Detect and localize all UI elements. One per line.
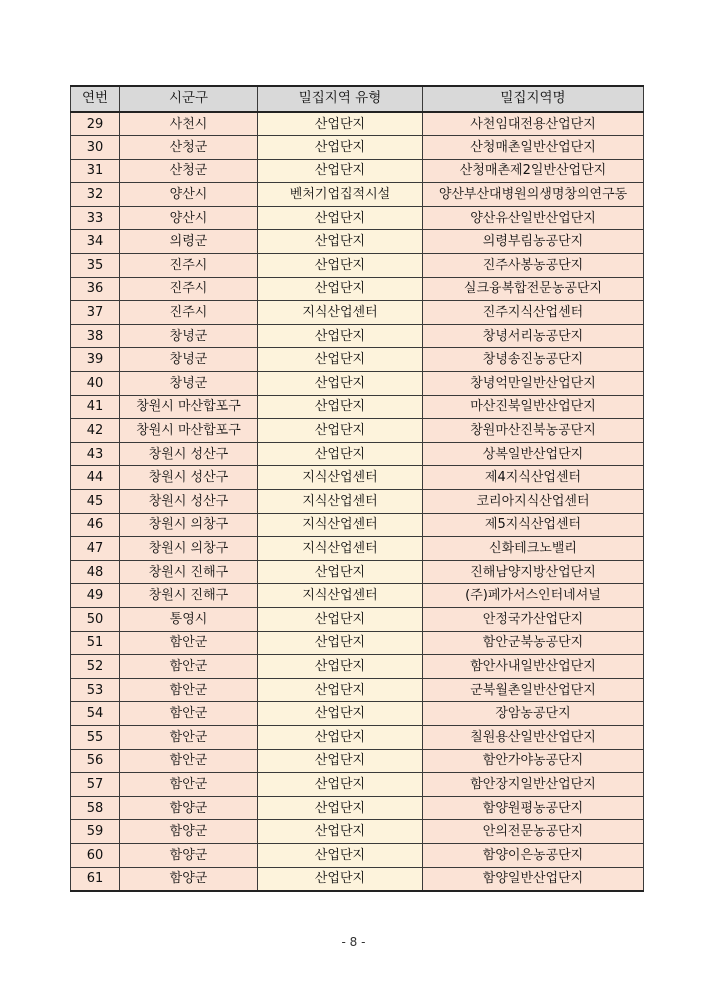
cell-no: 50 [71, 607, 120, 631]
cell-type: 산업단지 [258, 725, 423, 749]
table-row [71, 843, 644, 867]
cell-no: 51 [71, 631, 120, 655]
table-row [71, 230, 644, 254]
table-row [71, 655, 644, 679]
cell-type: 산업단지 [258, 843, 423, 867]
cell-name: 양산부산대병원의생명창의연구동 [423, 183, 644, 207]
table-row [71, 678, 644, 702]
cell-name: 신화테크노밸리 [423, 537, 644, 561]
table-row [71, 395, 644, 419]
cell-region: 진주시 [120, 277, 258, 301]
table-row [71, 254, 644, 278]
header-type: 밀집지역 유형 [258, 86, 423, 112]
cell-region: 창원시 마산합포구 [120, 419, 258, 443]
table-row [71, 466, 644, 490]
cell-type: 산업단지 [258, 206, 423, 230]
table-row [71, 206, 644, 230]
cell-type: 산업단지 [258, 678, 423, 702]
cell-name: 마산진북일반산업단지 [423, 395, 644, 419]
cell-no: 30 [71, 136, 120, 160]
cell-type: 산업단지 [258, 395, 423, 419]
cell-name: 창원마산진북농공단지 [423, 419, 644, 443]
table-row [71, 513, 644, 537]
cell-type: 산업단지 [258, 372, 423, 396]
table-row [71, 820, 644, 844]
cell-no: 54 [71, 702, 120, 726]
header-name: 밀집지역명 [423, 86, 644, 112]
cell-region: 진주시 [120, 254, 258, 278]
cell-name: 상복일반산업단지 [423, 442, 644, 466]
cell-name: 함양일반산업단지 [423, 867, 644, 891]
cell-type: 산업단지 [258, 631, 423, 655]
cell-name: 제5지식산업센터 [423, 513, 644, 537]
cell-name: 진주지식산업센터 [423, 301, 644, 325]
cell-name: 함안사내일반산업단지 [423, 655, 644, 679]
table-row [71, 372, 644, 396]
cell-region: 창녕군 [120, 324, 258, 348]
cell-region: 창녕군 [120, 372, 258, 396]
cell-type: 산업단지 [258, 112, 423, 136]
cell-type: 산업단지 [258, 419, 423, 443]
cell-name: 산청매촌일반산업단지 [423, 136, 644, 160]
cell-region: 창원시 성산구 [120, 490, 258, 514]
cell-region: 함안군 [120, 749, 258, 773]
cell-name: 군북월촌일반산업단지 [423, 678, 644, 702]
cell-type: 산업단지 [258, 230, 423, 254]
cell-type: 산업단지 [258, 749, 423, 773]
cell-region: 함안군 [120, 631, 258, 655]
table-row [71, 277, 644, 301]
cell-no: 43 [71, 442, 120, 466]
cell-type: 벤처기업집적시설 [258, 183, 423, 207]
cell-type: 산업단지 [258, 560, 423, 584]
table-row [71, 867, 644, 891]
cell-region: 함안군 [120, 655, 258, 679]
cell-type: 지식산업센터 [258, 584, 423, 608]
cell-no: 61 [71, 867, 120, 891]
cell-name: 코리아지식산업센터 [423, 490, 644, 514]
cell-name: 함안군북농공단지 [423, 631, 644, 655]
cell-type: 지식산업센터 [258, 466, 423, 490]
cell-no: 57 [71, 773, 120, 797]
cell-no: 45 [71, 490, 120, 514]
cell-no: 31 [71, 159, 120, 183]
page-number: - 8 - [341, 935, 366, 949]
cell-region: 창원시 진해구 [120, 560, 258, 584]
header-region: 시군구 [120, 86, 258, 112]
cell-name: (주)페가서스인터네셔널 [423, 584, 644, 608]
cell-region: 함양군 [120, 820, 258, 844]
cell-no: 33 [71, 206, 120, 230]
cell-type: 산업단지 [258, 607, 423, 631]
cell-name: 진주사봉농공단지 [423, 254, 644, 278]
cell-name: 칠원용산일반산업단지 [423, 725, 644, 749]
table-row [71, 301, 644, 325]
cell-region: 창원시 진해구 [120, 584, 258, 608]
table-row [71, 183, 644, 207]
cell-no: 32 [71, 183, 120, 207]
header-no: 연번 [71, 86, 120, 112]
cell-type: 산업단지 [258, 702, 423, 726]
cell-region: 함안군 [120, 678, 258, 702]
cell-type: 산업단지 [258, 159, 423, 183]
cell-type: 산업단지 [258, 442, 423, 466]
cell-region: 창원시 의창구 [120, 537, 258, 561]
cell-name: 양산유산일반산업단지 [423, 206, 644, 230]
cell-no: 37 [71, 301, 120, 325]
cell-no: 39 [71, 348, 120, 372]
cell-name: 의령부림농공단지 [423, 230, 644, 254]
cell-type: 지식산업센터 [258, 301, 423, 325]
cell-no: 58 [71, 796, 120, 820]
cell-name: 장암농공단지 [423, 702, 644, 726]
table-row [71, 560, 644, 584]
table-row [71, 773, 644, 797]
table-row [71, 796, 644, 820]
cell-region: 함안군 [120, 773, 258, 797]
cell-region: 의령군 [120, 230, 258, 254]
cell-region: 함양군 [120, 867, 258, 891]
cell-no: 53 [71, 678, 120, 702]
table-row [71, 324, 644, 348]
cell-no: 42 [71, 419, 120, 443]
table-row [71, 490, 644, 514]
cell-name: 실크융복합전문농공단지 [423, 277, 644, 301]
table-row [71, 159, 644, 183]
cell-no: 44 [71, 466, 120, 490]
table-row [71, 607, 644, 631]
industrial-cluster-table [70, 85, 644, 892]
cell-no: 35 [71, 254, 120, 278]
table-row [71, 702, 644, 726]
cell-region: 진주시 [120, 301, 258, 325]
cell-type: 지식산업센터 [258, 513, 423, 537]
cell-name: 사천임대전용산업단지 [423, 112, 644, 136]
cell-no: 60 [71, 843, 120, 867]
cell-type: 산업단지 [258, 254, 423, 278]
table-row [71, 112, 644, 136]
cell-type: 지식산업센터 [258, 537, 423, 561]
cell-no: 49 [71, 584, 120, 608]
cell-region: 창원시 의창구 [120, 513, 258, 537]
cell-no: 41 [71, 395, 120, 419]
cell-no: 47 [71, 537, 120, 561]
cell-name: 창녕송진농공단지 [423, 348, 644, 372]
cell-name: 안정국가산업단지 [423, 607, 644, 631]
table-row [71, 631, 644, 655]
cell-type: 지식산업센터 [258, 490, 423, 514]
table-row [71, 442, 644, 466]
cell-name: 안의전문농공단지 [423, 820, 644, 844]
cell-type: 산업단지 [258, 324, 423, 348]
cell-type: 산업단지 [258, 820, 423, 844]
cell-type: 산업단지 [258, 796, 423, 820]
table-row [71, 136, 644, 160]
cell-region: 창원시 성산구 [120, 466, 258, 490]
cell-region: 산청군 [120, 136, 258, 160]
cell-region: 창원시 마산합포구 [120, 395, 258, 419]
cell-no: 48 [71, 560, 120, 584]
table-row [71, 537, 644, 561]
cell-region: 통영시 [120, 607, 258, 631]
cell-no: 38 [71, 324, 120, 348]
cell-name: 산청매촌제2일반산업단지 [423, 159, 644, 183]
cell-name: 창녕서리농공단지 [423, 324, 644, 348]
cell-name: 진해남양지방산업단지 [423, 560, 644, 584]
cell-name: 창녕억만일반산업단지 [423, 372, 644, 396]
cell-name: 함안장지일반산업단지 [423, 773, 644, 797]
cell-type: 산업단지 [258, 773, 423, 797]
table-row [71, 348, 644, 372]
table-row [71, 584, 644, 608]
cell-region: 함안군 [120, 725, 258, 749]
cell-name: 함양이은농공단지 [423, 843, 644, 867]
cell-type: 산업단지 [258, 277, 423, 301]
cell-region: 함양군 [120, 796, 258, 820]
cell-region: 함안군 [120, 702, 258, 726]
cell-type: 산업단지 [258, 348, 423, 372]
cell-no: 46 [71, 513, 120, 537]
cell-name: 함안가야농공단지 [423, 749, 644, 773]
cell-name: 제4지식산업센터 [423, 466, 644, 490]
cell-type: 산업단지 [258, 136, 423, 160]
cell-region: 양산시 [120, 206, 258, 230]
cell-type: 산업단지 [258, 867, 423, 891]
cell-no: 36 [71, 277, 120, 301]
cell-region: 함양군 [120, 843, 258, 867]
cell-name: 함양원평농공단지 [423, 796, 644, 820]
table-row [71, 749, 644, 773]
cell-no: 34 [71, 230, 120, 254]
cell-no: 40 [71, 372, 120, 396]
cell-region: 사천시 [120, 112, 258, 136]
table-row [71, 725, 644, 749]
table-header-row [71, 86, 644, 112]
cell-region: 창원시 성산구 [120, 442, 258, 466]
cell-no: 56 [71, 749, 120, 773]
cell-no: 55 [71, 725, 120, 749]
cell-no: 52 [71, 655, 120, 679]
table-row [71, 419, 644, 443]
cell-region: 양산시 [120, 183, 258, 207]
cell-region: 산청군 [120, 159, 258, 183]
table-body [71, 112, 644, 891]
cell-no: 59 [71, 820, 120, 844]
cell-region: 창녕군 [120, 348, 258, 372]
cell-no: 29 [71, 112, 120, 136]
cell-type: 산업단지 [258, 655, 423, 679]
